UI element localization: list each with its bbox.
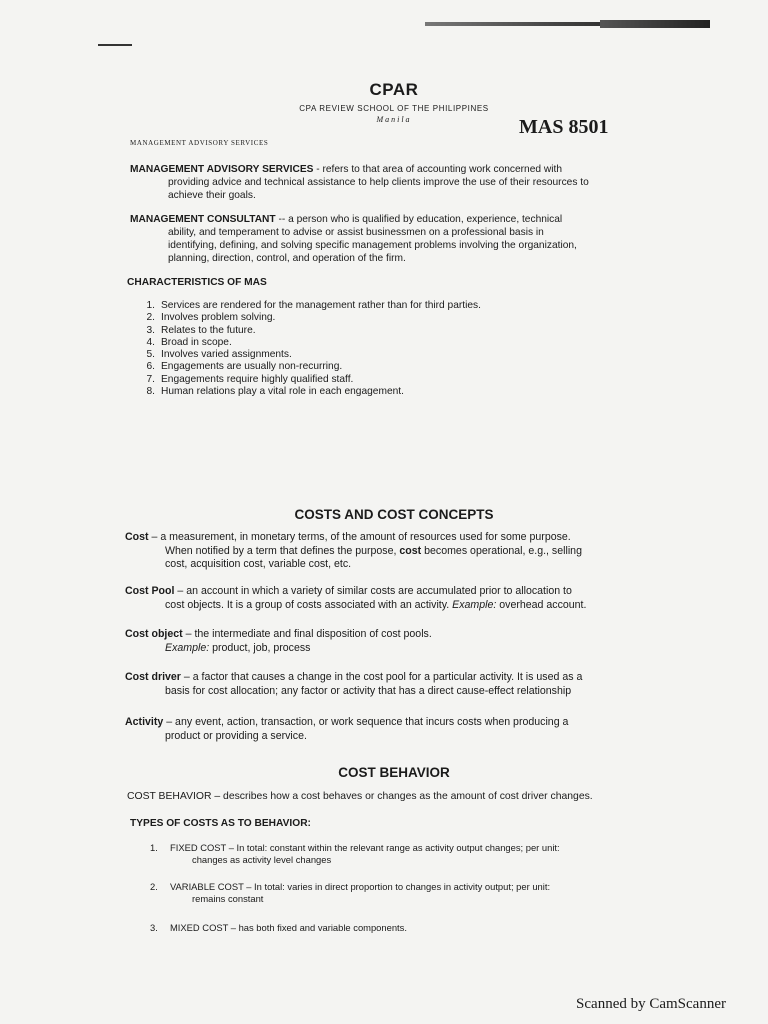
scan-artifact-mark <box>98 44 132 46</box>
definition-cost-object: Cost object – the intermediate and final disposition of cost pools. Example: product, job, process <box>125 628 432 654</box>
course-code: MAS 8501 <box>519 116 609 138</box>
behavior-definition: COST BEHAVIOR – describes how a cost behaves or changes as the amount of cost driver changes. <box>127 791 593 802</box>
types-heading: TYPES OF COSTS AS TO BEHAVIOR: <box>130 818 311 829</box>
definition-consultant: MANAGEMENT CONSULTANT -- a person who is qualified by education, experience, technical ability, and temperament to advise or assist businessmen on a professional basis in identifying, defining, and solving specific management problems involving the organization, planning, direction, control, and operation of the firm. <box>130 214 577 264</box>
characteristics-list <box>137 300 637 398</box>
definition-cost-pool: Cost Pool – an account in which a variety of similar costs are accumulated prior to allocation to cost objects. It is a group of costs associated with an activity. Example: overhead account. <box>125 585 587 611</box>
definition-mas: MANAGEMENT ADVISORY SERVICES - refers to that area of accounting work concerned with providing advice and technical assistance to help clients improve the use of their resources to achieve their goals. <box>130 164 589 201</box>
school-city: Manila <box>376 115 412 124</box>
list-item: 6. Engagements are usually non-recurring. <box>146 361 343 373</box>
definition-activity: Activity – any event, action, transaction, or work sequence that incurs costs when producing a product or providing a service. <box>125 716 569 742</box>
types-list <box>150 842 660 934</box>
document-title: CPAR <box>369 80 419 99</box>
term-mas: MANAGEMENT ADVISORY SERVICES <box>130 164 314 175</box>
list-item: 2. VARIABLE COST – In total: varies in direct proportion to changes in activity output; per unit: remains constant <box>150 881 551 904</box>
definition-cost-driver: Cost driver – a factor that causes a change in the cost pool for a particular activity. It is used as a basis for cost allocation; any factor or activity that has a direct cause-effect relationship <box>125 671 583 697</box>
list-item: 3. Relates to the future. <box>146 324 256 336</box>
behavior-heading: COST BEHAVIOR <box>338 765 450 780</box>
definition-cost: Cost – a measurement, in monetary terms, of the amount of resources used for some purpose. When notified by a term that defines the purpose, cost becomes operational, e.g., selling cost, acquisition cost, variable cost, etc. <box>125 531 582 570</box>
subject-label: MANAGEMENT ADVISORY SERVICES <box>130 139 269 147</box>
list-item: 4. Broad in scope. <box>146 336 232 348</box>
list-item: 1. Services are rendered for the management rather than for third parties. <box>146 300 481 311</box>
list-item: 7. Engagements require highly qualified staff. <box>146 373 354 385</box>
term-consultant: MANAGEMENT CONSULTANT <box>130 214 276 225</box>
scanner-watermark: Scanned by CamScanner <box>576 996 726 1012</box>
list-item: 5. Involves varied assignments. <box>146 349 292 361</box>
costs-heading: COSTS AND COST CONCEPTS <box>294 507 494 522</box>
list-item: 1. FIXED COST – In total: constant within the relevant range as activity output changes; per unit: changes as activity level changes <box>150 842 560 865</box>
school-name: CPA REVIEW SCHOOL OF THE PHILIPPINES <box>299 104 489 113</box>
scan-artifact-block <box>600 20 710 28</box>
characteristics-heading: CHARACTERISTICS OF MAS <box>127 277 267 288</box>
list-item: 8. Human relations play a vital role in each engagement. <box>146 386 404 398</box>
list-item: 3. MIXED COST – has both fixed and variable components. <box>150 922 407 933</box>
list-item: 2. Involves problem solving. <box>146 312 276 324</box>
